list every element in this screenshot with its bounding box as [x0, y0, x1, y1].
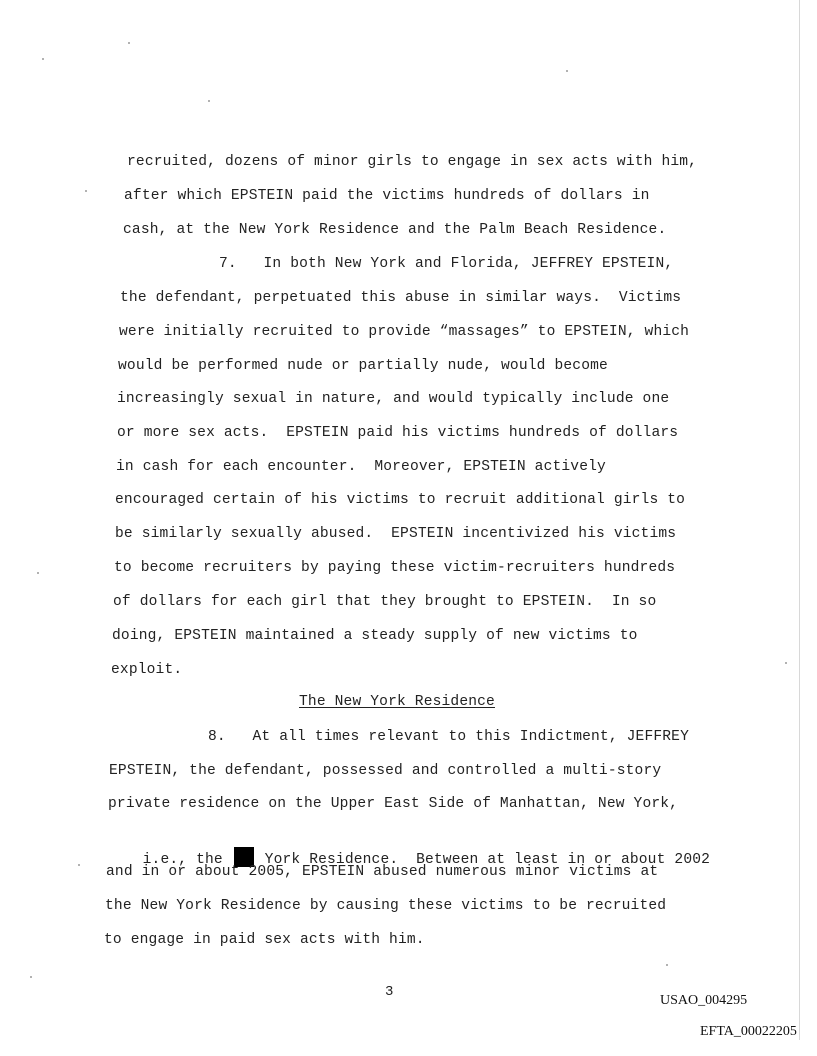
body-line: exploit.	[111, 662, 183, 678]
body-line: 7. In both New York and Florida, JEFFREY EPSTEIN,	[121, 256, 674, 272]
page-number: 3	[385, 984, 394, 1000]
scan-speck	[85, 190, 87, 192]
body-line: doing, EPSTEIN maintained a steady supply of new victims to	[112, 628, 638, 644]
bates-usao: USAO_004295	[660, 993, 748, 1008]
body-line: be similarly sexually abused. EPSTEIN incentivized his victims	[115, 526, 677, 542]
scan-speck	[566, 70, 568, 72]
body-line: the defendant, perpetuated this abuse in similar ways. Victims	[120, 290, 682, 306]
scan-speck	[785, 662, 787, 664]
body-line: recruited, dozens of minor girls to engage in sex acts with him,	[127, 154, 698, 170]
scan-speck	[78, 864, 80, 866]
body-line: encouraged certain of his victims to recruit additional girls to	[115, 492, 686, 508]
body-line: the New York Residence by causing these victims to be recruited	[105, 898, 667, 914]
body-line: or more sex acts. EPSTEIN paid his victims hundreds of dollars	[117, 425, 679, 441]
scan-speck	[208, 100, 210, 102]
body-line: 8. At all times relevant to this Indictment, JEFFREY	[110, 729, 689, 745]
body-line: to engage in paid sex acts with him.	[104, 932, 425, 948]
body-line: in cash for each encounter. Moreover, EPSTEIN actively	[116, 459, 606, 475]
body-line: EPSTEIN, the defendant, possessed and controlled a multi-story	[109, 763, 662, 779]
body-line: were initially recruited to provide “massages” to EPSTEIN, which	[119, 324, 690, 340]
scan-speck	[37, 572, 39, 574]
scan-speck	[128, 42, 130, 44]
bates-efta: EFTA_00022205	[700, 1024, 797, 1039]
redacted-line-before: i.e., the	[142, 852, 223, 868]
body-line: of dollars for each girl that they brought to EPSTEIN. In so	[113, 594, 657, 610]
body-line: after which EPSTEIN paid the victims hundreds of dollars in	[124, 188, 650, 204]
body-line: would be performed nude or partially nude, would become	[118, 358, 608, 374]
body-line: increasingly sexual in nature, and would typically include one	[117, 391, 670, 407]
body-line: and in or about 2005, EPSTEIN abused numerous minor victims at	[106, 864, 659, 880]
redacted-line-after: York Residence. Between at least in or about 2002	[264, 852, 711, 868]
body-line: cash, at the New York Residence and the Palm Beach Residence.	[123, 222, 667, 238]
body-line: private residence on the Upper East Side of Manhattan, New York,	[108, 796, 679, 812]
scan-speck	[42, 58, 44, 60]
scan-speck	[666, 964, 668, 966]
section-heading: The New York Residence	[299, 694, 495, 710]
page-edge-line	[799, 0, 800, 1040]
scan-speck	[30, 976, 32, 978]
body-line: to become recruiters by paying these victim-recruiters hundreds	[114, 560, 676, 576]
